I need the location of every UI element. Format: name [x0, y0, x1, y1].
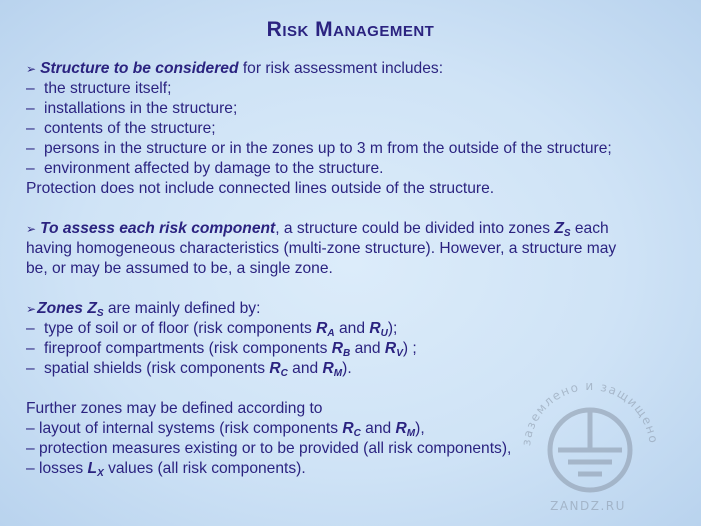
structure-heading: ➢ Structure to be considered for risk assessment includes: — [26, 60, 444, 77]
page-title: Risk Management — [266, 18, 435, 41]
arrow-bullet-icon: ➢ — [26, 222, 37, 236]
list-item: – type of soil or of floor (risk components $R_A$ and $R_U$); — [26, 320, 398, 339]
list-item: – protection measures existing or to be provided (all risk components), — [26, 440, 512, 457]
watermark-arc-text: заземлено и защищено — [519, 378, 661, 447]
list-item: – contents of the structure; — [26, 120, 216, 137]
further-zones-heading: Further zones may be defined according to — [26, 400, 323, 417]
zandz-watermark — [500, 338, 670, 518]
protection-note: Protection does not include connected lines outside of the structure. — [26, 180, 495, 197]
list-item: – persons in the structure or in the zones up to 3 m from the outside of the structure; — [26, 140, 612, 157]
arrow-bullet-icon: ➢ — [26, 302, 37, 316]
list-item: – the structure itself; — [26, 80, 172, 97]
zones-heading: ➢Zones $Z_S$ are mainly defined by: — [26, 300, 261, 319]
list-item: – fireproof compartments (risk components $R_B$ and $R_V$) ; — [26, 340, 417, 359]
list-item: – losses $L_X$ values (all risk components). — [26, 460, 306, 479]
list-item: – environment affected by damage to the structure. — [26, 160, 384, 177]
list-item: – layout of internal systems (risk components $R_C$ and $R_M$), — [26, 420, 425, 439]
assess-text: having homogeneous characteristics (multi-zone structure). However, a structure may — [26, 240, 617, 257]
arrow-bullet-icon: ➢ — [26, 62, 37, 76]
watermark-site-text: ZANDZ.RU — [550, 499, 626, 513]
assess-text: be, or may be assumed to be, a single zone. — [26, 260, 333, 277]
list-item: – installations in the structure; — [26, 100, 238, 117]
assess-heading: ➢ To assess each risk component, a structure could be divided into zones $Z_S$ each — [26, 220, 609, 239]
list-item: – spatial shields (risk components $R_C$ and $R_M$). — [26, 360, 352, 379]
